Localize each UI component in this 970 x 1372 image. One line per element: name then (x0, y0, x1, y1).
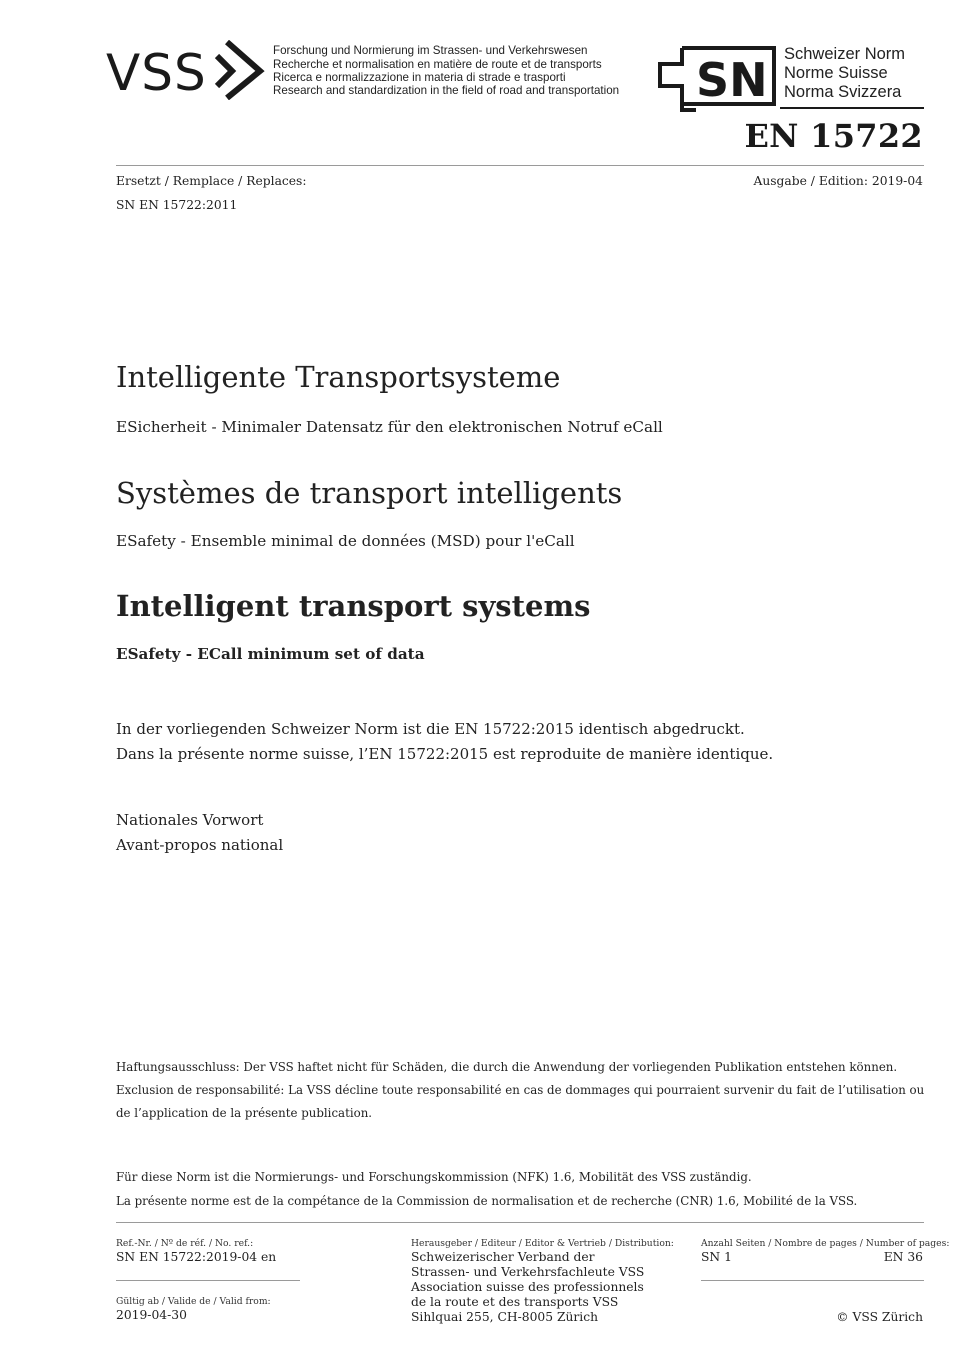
vss-tagline-fr: Recherche et normalisation en matière de route et de transports (273, 58, 602, 71)
ref-value: SN EN 15722:2019-04 en (116, 1250, 277, 1264)
pages-sn: SN 1 (701, 1250, 732, 1264)
sn-swiss-cross-logo (656, 44, 778, 112)
vss-tagline-en: Research and standardization in the field of road and transportation (273, 84, 620, 97)
publisher-line-5: Sihlquai 255, CH-8005 Zürich (411, 1310, 599, 1324)
sn-underline (780, 107, 924, 109)
sn-tagline-de: Schweizer Norm (784, 45, 906, 63)
publisher-line-1: Schweizerischer Verband der (411, 1250, 595, 1264)
vss-logo-text: VSS (106, 44, 207, 100)
pages-divider (701, 1280, 924, 1281)
identical-note-fr: Dans la présente norme suisse, l’EN 15722:2015 est reproduite de manière identique. (116, 745, 774, 763)
subtitle-fr: ESafety - Ensemble minimal de données (MSD) pour l'eCall (116, 532, 575, 550)
committee-fr: La présente norme est de la compétance de la Commission de normalisation et de recherche (CNR) 1.6, Mobilité de la VSS. (116, 1194, 858, 1208)
pages-en: EN 36 (883, 1250, 923, 1264)
vss-tagline-de: Forschung und Normierung im Strassen- und Verkehrswesen (273, 44, 588, 57)
footer-divider (116, 1222, 924, 1223)
disclaimer-de: Haftungsausschluss: Der VSS haftet nicht für Schäden, die durch die Anwendung der vorliegenden Publikation entstehen können. (116, 1060, 898, 1074)
title-en: Intelligent transport systems (116, 589, 591, 623)
publisher-line-2: Strassen- und Verkehrsfachleute VSS (411, 1265, 645, 1279)
header-divider (116, 165, 924, 166)
vss-tagline-it: Ricerca e normalizzazione in materia di strade e trasporti (273, 71, 566, 84)
vss-logo (106, 40, 266, 100)
edition: Ausgabe / Edition: 2019-04 (753, 174, 923, 188)
committee-de: Für diese Norm ist die Normierungs- und Forschungskommission (NFK) 1.6, Mobilität des VSS zuständig. (116, 1170, 752, 1184)
title-de: Intelligente Transportsysteme (116, 360, 561, 394)
replaces-value: SN EN 15722:2011 (116, 198, 238, 212)
subtitle-en: ESafety - ECall minimum set of data (116, 645, 425, 663)
title-fr: Systèmes de transport intelligents (116, 476, 623, 510)
publisher-line-4: de la route et des transports VSS (411, 1295, 619, 1309)
standard-number: EN 15722 (744, 117, 923, 155)
identical-note-de: In der vorliegenden Schweizer Norm ist die EN 15722:2015 identisch abgedruckt. (116, 720, 745, 738)
sn-tagline-it: Norma Svizzera (784, 83, 902, 101)
replaces-label: Ersetzt / Remplace / Replaces: (116, 174, 307, 188)
ref-label: Ref.-Nr. / Nº de réf. / No. ref.: (116, 1238, 254, 1249)
copyright: © VSS Zürich (836, 1310, 923, 1324)
pages-label: Anzahl Seiten / Nombre de pages / Number of pages: (701, 1238, 950, 1249)
sn-tagline-fr: Norme Suisse (784, 64, 888, 82)
foreword-de: Nationales Vorwort (116, 811, 264, 829)
disclaimer-fr-2: de l’application de la présente publication. (116, 1106, 373, 1120)
sn-logo-text: SN (696, 53, 768, 107)
publisher-label: Herausgeber / Editeur / Editor & Vertrieb / Distribution: (411, 1238, 674, 1249)
ref-divider (116, 1280, 300, 1281)
disclaimer-fr-1: Exclusion de responsabilité: La VSS décline toute responsabilité en cas de dommages qui pourraient survenir du fait de l’utilisation ou (116, 1083, 925, 1097)
subtitle-de: ESicherheit - Minimaler Datensatz für den elektronischen Notruf eCall (116, 418, 663, 436)
valid-label: Gültig ab / Valide de / Valid from: (116, 1296, 271, 1307)
publisher-line-3: Association suisse des professionnels (411, 1280, 644, 1294)
foreword-fr: Avant-propos national (116, 836, 284, 854)
valid-value: 2019-04-30 (116, 1308, 187, 1322)
